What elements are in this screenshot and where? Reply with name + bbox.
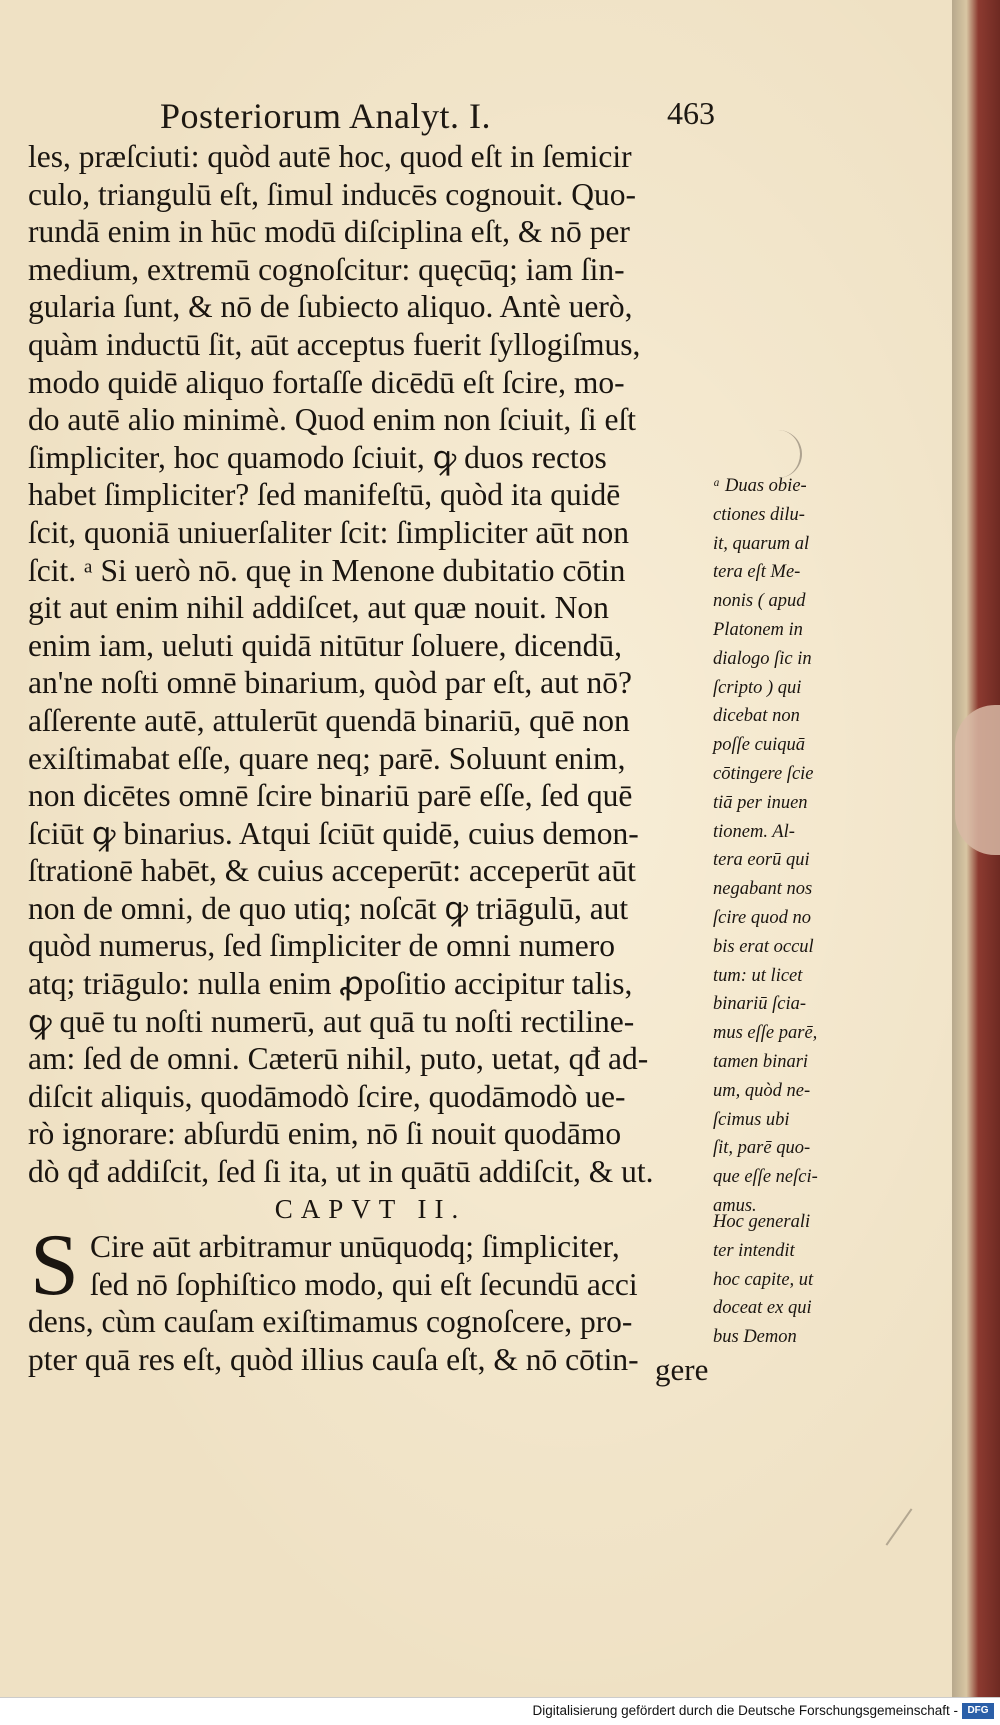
text-line: ꝙ quē tu noſti numerū, aut quā tu noſti rectiline- bbox=[28, 1003, 635, 1039]
running-title: Posteriorum Analyt. I. bbox=[160, 96, 491, 136]
note-line: bis erat occul bbox=[713, 936, 814, 957]
note-line: mus eſſe parē, bbox=[713, 1023, 818, 1044]
page-tab bbox=[955, 705, 1000, 855]
text-line: rundā enim in hūc modū diſciplina eſt, & nō per bbox=[28, 214, 630, 250]
note-line: dialogo ſic in bbox=[713, 648, 812, 669]
text-line: quòd numerus, ſed ſimpliciter de omni numero bbox=[28, 928, 616, 964]
note-line: doceat ex qui bbox=[713, 1298, 812, 1319]
note-line: nonis ( apud bbox=[713, 591, 806, 612]
note-line: ſcimus ubi bbox=[713, 1109, 790, 1130]
marginal-note bbox=[713, 1208, 853, 1352]
text-line: do autē alio minimè. Quod enim non ſciuit, ſi eſt bbox=[28, 402, 637, 438]
note-line: poſſe cuiquā bbox=[713, 735, 805, 756]
note-line: que eſſe neſci- bbox=[713, 1167, 818, 1188]
page-edge bbox=[952, 0, 1000, 1724]
text-line: modo quidē aliquo fortaſſe dicēdū eſt ſcire, mo- bbox=[28, 364, 625, 400]
chapter-heading: CAPVT II. bbox=[274, 1193, 467, 1224]
digitization-footer bbox=[0, 1697, 1000, 1725]
text-line: ſtrationē habēt, & cuius acceperūt: acceperūt aūt bbox=[28, 853, 636, 889]
note-line: ᵃ Duas obie- bbox=[713, 476, 807, 496]
text-line: rò ignorare: abſurdū enim, nō ſi nouit quodāmo bbox=[28, 1116, 622, 1152]
text-line: gularia ſunt, & nō de ſubiecto aliquo. Antè uerò, bbox=[28, 289, 633, 325]
note-line: binariū ſcia- bbox=[713, 994, 807, 1015]
text-line: medium, extremū cognoſcitur: quęcūq; iam ſin- bbox=[28, 251, 625, 287]
note-line: bus Demon bbox=[713, 1327, 797, 1348]
note-line: Platonem in bbox=[713, 619, 803, 640]
text-line: habet ſimpliciter? ſed manifeſtū, quòd ita quidē bbox=[28, 477, 621, 513]
marginal-note bbox=[713, 472, 853, 1221]
text-line: non dicētes omnē ſcire binariū parē eſſe, ſed quē bbox=[28, 778, 633, 814]
text-line: git aut enim nihil addiſcet, aut quæ nouit. Non bbox=[28, 590, 609, 626]
drop-cap: S bbox=[30, 1217, 79, 1315]
note-line: negabant nos bbox=[713, 879, 813, 900]
text-line: les, præſciuti: quòd autē hoc, quod eſt in ſemicir bbox=[28, 139, 632, 174]
pencil-annotation-mark bbox=[770, 430, 802, 478]
text-line: pter quā res eſt, quòd illius cauſa eſt, & nō cōtin- bbox=[28, 1342, 639, 1377]
text-line: exiſtimabat eſſe, quare neq; parē. Soluunt enim, bbox=[28, 740, 626, 776]
text-line: dens, cùm cauſam exiſtimamus cognoſcere, pro- bbox=[28, 1304, 633, 1340]
text-line: ſed nō ſophiſtico modo, qui eſt ſecundū acci bbox=[90, 1266, 638, 1302]
note-line: tera eorū qui bbox=[713, 850, 810, 871]
main-text-block bbox=[28, 138, 713, 1379]
note-line: um, quòd ne- bbox=[713, 1080, 811, 1101]
text-line: ſcit, quoniā uniuerſaliter ſcit: ſimpliciter aūt non bbox=[28, 514, 629, 550]
note-line: Hoc generali bbox=[713, 1212, 811, 1232]
note-line: tum: ut licet bbox=[713, 965, 803, 986]
text-line-content: Cire aūt arbitramur unūquodq; ſimpliciter, bbox=[90, 1229, 620, 1265]
note-line: it, quarum al bbox=[713, 533, 810, 554]
note-line: ctiones dilu- bbox=[713, 504, 805, 525]
footer-credit: Digitalisierung gefördert durch die Deutsche Forschungsgemeinschaft - bbox=[532, 1703, 958, 1718]
note-line: hoc capite, ut bbox=[713, 1269, 814, 1290]
note-line: ſit, parē quo- bbox=[713, 1138, 811, 1159]
text-line: non de omni, de quo utiq; noſcāt ꝙ triāgulū, aut bbox=[28, 890, 629, 926]
text-line: an'ne noſti omnē binarium, quòd par eſt, aut nō? bbox=[28, 665, 633, 701]
note-line: tionem. Al- bbox=[713, 821, 795, 842]
note-line: ſcire quod no bbox=[713, 907, 811, 928]
page-number: 463 bbox=[667, 95, 715, 131]
note-line: cōtingere ſcie bbox=[713, 763, 814, 784]
note-line: tera eſt Me- bbox=[713, 562, 801, 583]
note-line: amus. bbox=[713, 1195, 757, 1216]
note-line: tiā per inuen bbox=[713, 792, 808, 813]
note-line: dicebat non bbox=[713, 706, 800, 727]
text-line: ſciūt ꝙ binarius. Atqui ſciūt quidē, cuius demon- bbox=[28, 815, 639, 851]
note-line: ſcripto ) qui bbox=[713, 677, 802, 698]
text-line: ſcit. ᵃ Si uerò nō. quę in Menone dubitatio cōtin bbox=[28, 552, 626, 588]
text-line: am: ſed de omni. Cæterū nihil, puto, uetat, qđ ad- bbox=[28, 1041, 649, 1077]
text-line: atq; triāgulo: nulla enim ꝓpoſitio accipitur talis, bbox=[28, 966, 633, 1002]
text-line: ſimpliciter, hoc quamodo ſciuit, ꝙ duos rectos bbox=[28, 439, 607, 475]
text-line: quàm inductū ſit, aūt acceptus fuerit ſyllogiſmus, bbox=[28, 326, 641, 362]
pencil-tick-mark bbox=[886, 1508, 913, 1545]
dfg-logo: DFG bbox=[962, 1703, 994, 1719]
note-line: tamen binari bbox=[713, 1051, 809, 1072]
text-line: diſcit aliquis, quodāmodò ſcire, quodāmodò ue- bbox=[28, 1078, 626, 1114]
text-line: enim iam, ueluti quidā nitūtur ſoluere, dicendū, bbox=[28, 627, 622, 663]
text-line: aſſerente autē, attulerūt quendā binariū, quē non bbox=[28, 702, 630, 738]
note-line: ter intendit bbox=[713, 1240, 795, 1261]
catchword: gere bbox=[655, 1352, 709, 1387]
text-line: dò qđ addiſcit, ſed ſi ita, ut in quātū addiſcit, & ut. bbox=[28, 1154, 654, 1190]
text-line: culo, triangulū eſt, ſimul inducēs cognouit. Quo- bbox=[28, 176, 637, 212]
